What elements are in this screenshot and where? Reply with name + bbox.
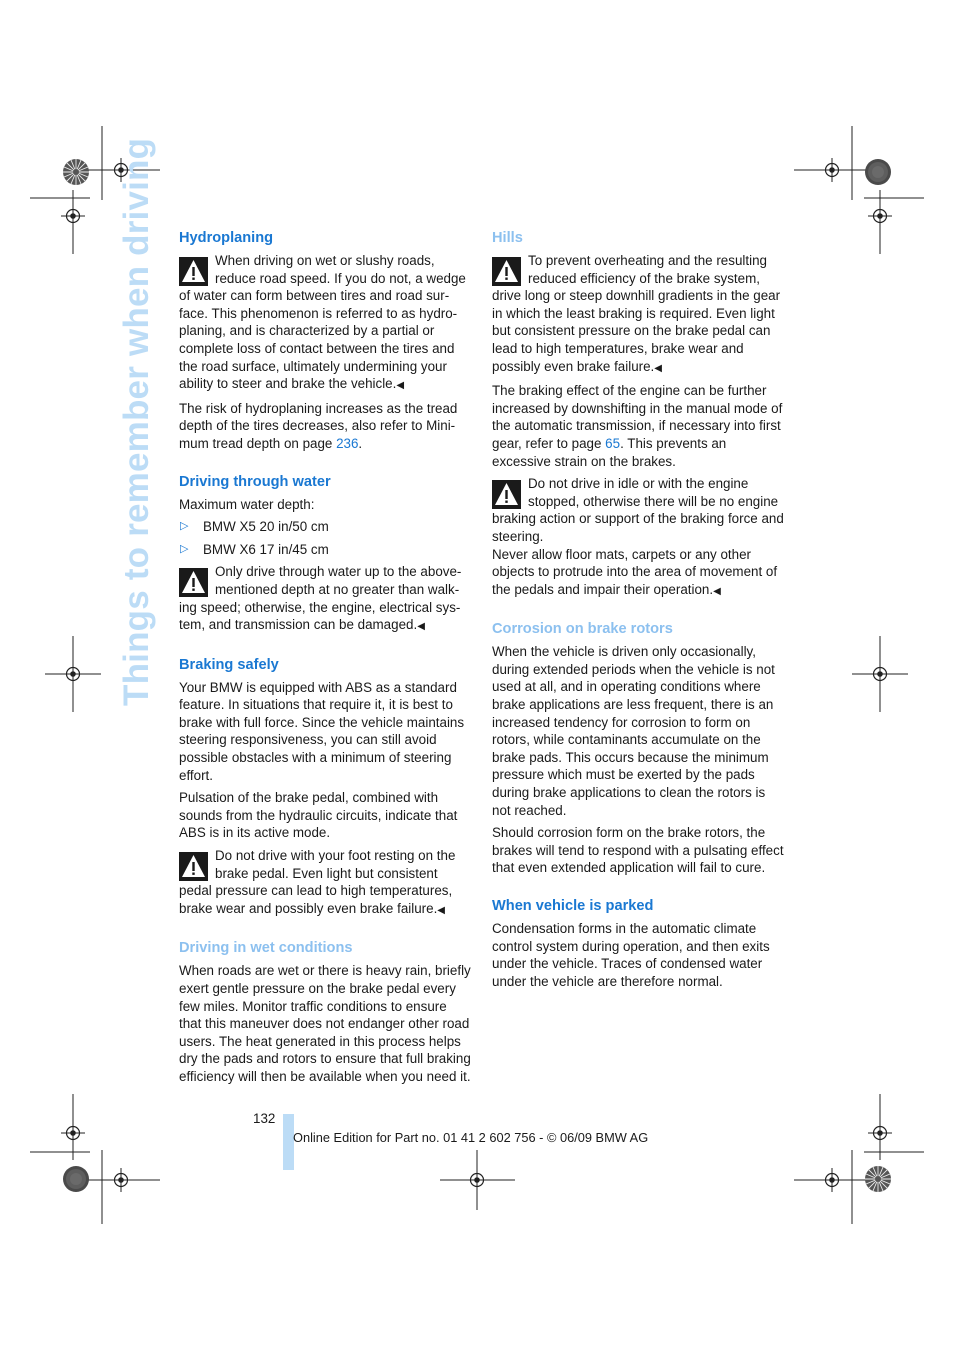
section-corrosion-on-brake-rotors [492, 619, 784, 877]
heading-hills: Hills [492, 230, 523, 246]
paragraph-text: The risk of hydroplaning increases as the tread depth of the tires decreases, also refer to Mini-mum tread depth on page [179, 400, 458, 451]
warning-text: Only drive through water up to the above-mentioned depth at no greater than walk-ing speed; otherwise, the engine, electrical sys-tem, and transmission can be damaged. [179, 564, 462, 633]
section-driving-through-water [179, 472, 471, 636]
warning-text: Do not drive with your foot resting on the brake pedal. Even light but consistent pedal pressure can lead to high temperatures, brake wear and possibly even brake failure. [179, 848, 456, 916]
paragraph-text: The braking effect of the engine can be further increased by downshifting in the manual mode of the automatic transmission, if necessary into first gear, refer to page [492, 383, 783, 451]
warning-block [492, 475, 784, 600]
warning-text: To prevent overheating and the resulting reduced efficiency of the brake system, drive long or steep downhill gradients in the gear in which the least braking is required. Even light but consistent pressure on the brake pedal can lead to high temperatures, brake wear and possibly even brake failure. [492, 253, 781, 374]
section-when-vehicle-is-parked [492, 896, 784, 990]
left-column [179, 228, 471, 1091]
paragraph [492, 382, 784, 470]
warning-text: Do not drive in idle or with the engine stopped, otherwise there will be no engine braking action or support of the braking force and steering. [492, 476, 784, 544]
warning-triangle-icon [179, 568, 208, 597]
warning-triangle-icon [179, 852, 208, 881]
paragraph: Your BMW is equipped with ABS as a standard feature. In situations that require it, it is best to brake with full force. Since the vehicle maintains steering responsiveness, you can still avoid possible obstacles with a minimum of steering effort. [179, 679, 465, 783]
end-mark-icon: ◀ [654, 362, 662, 374]
heading-when-vehicle-is-parked: When vehicle is parked [492, 898, 654, 914]
warning-block [179, 252, 471, 395]
warning-triangle-icon [492, 480, 521, 509]
warning-block [179, 563, 471, 635]
paragraph-text: . [358, 435, 363, 451]
section-driving-in-wet-conditions [179, 938, 471, 1085]
end-mark-icon: ◀ [396, 380, 405, 392]
paragraph: When roads are wet or there is heavy rain, briefly exert gentle pressure on the brake pedal every few miles. Monitor traffic conditions to ensure that this maneuver does not endanger other road users. The heat generated in this process helps dry the pads and rotors to ensure that full braking efficiency will then be available when you need it. [179, 963, 471, 1084]
list-item [179, 518, 471, 536]
paragraph [179, 400, 471, 453]
paragraph-text: . This prevents an excessive strain on the brakes. [492, 435, 727, 469]
heading-braking-safely: Braking safely [179, 656, 279, 673]
warning-triangle-icon [179, 257, 208, 286]
footer-edition-text: Online Edition for Part no. 01 41 2 602 756 - © 06/09 BMW AG [293, 1130, 649, 1145]
bullet-arrow-icon: ▷ [180, 542, 189, 555]
page-number: 132 [253, 1111, 276, 1126]
warning-text: When driving on wet or slushy roads, reduce road speed. If you do not, a wedge of water can form between tires and road sur-face. This phenomenon is referred to as hydro-planing, and is characterized by a partial or complete loss of contact between the tires and the road surface, ultimately undermining your ability to steer and brake the vehicle. [179, 253, 466, 392]
page-link-236[interactable]: 236 [336, 435, 359, 451]
section-hydroplaning [179, 228, 471, 453]
end-mark-icon: ◀ [713, 585, 721, 597]
bullet-arrow-icon: ▷ [180, 520, 189, 533]
warning-block [179, 847, 471, 919]
section-hills [492, 228, 784, 600]
paragraph: Should corrosion form on the brake rotors, the brakes will tend to respond with a pulsating effect that even extended application will fail to cure. [492, 825, 784, 876]
end-mark-icon: ◀ [437, 904, 445, 916]
heading-driving-in-wet-conditions: Driving in wet conditions [179, 940, 353, 957]
section-braking-safely [179, 655, 471, 920]
depth-list [179, 518, 471, 558]
paragraph: Maximum water depth: [179, 496, 315, 512]
paragraph: Condensation forms in the automatic climate control system during operation, and then exits under the vehicle. Traces of condensed water under the vehicle are therefore normal. [492, 921, 770, 989]
heading-driving-through-water: Driving through water [179, 473, 331, 490]
list-item-text: BMW X5 20 in/50 cm [203, 519, 329, 535]
paragraph: When the vehicle is driven only occasionally, during extended periods when the vehicle is not used at all, and in operating conditions where brake applications are less frequent, there is an increased tendency for corrosion to form on rotors, while contaminants accumulate on the brake pads. This occurs because the minimum pressure which must be exerted by the pads during brake applications to clean the rotors is not reached. [492, 644, 775, 818]
list-item-text: BMW X6 17 in/45 cm [203, 541, 329, 557]
list-item [179, 541, 471, 559]
chapter-side-title: Things to remember when driving [117, 137, 156, 706]
end-mark-icon: ◀ [417, 621, 425, 633]
warning-block [492, 252, 784, 377]
warning-triangle-icon [492, 257, 521, 286]
heading-corrosion-on-brake-rotors: Corrosion on brake rotors [492, 621, 673, 638]
page-link-65[interactable]: 65 [605, 435, 621, 451]
paragraph: Pulsation of the brake pedal, combined with sounds from the hydraulic circuits, indicate that ABS is in its active mode. [179, 790, 458, 841]
warning-text-continued: Never allow floor mats, carpets or any other objects to protrude into the area of movement of the pedals and impair their operation. [492, 546, 778, 597]
heading-hydroplaning: Hydroplaning [179, 230, 274, 246]
right-column [492, 228, 784, 995]
